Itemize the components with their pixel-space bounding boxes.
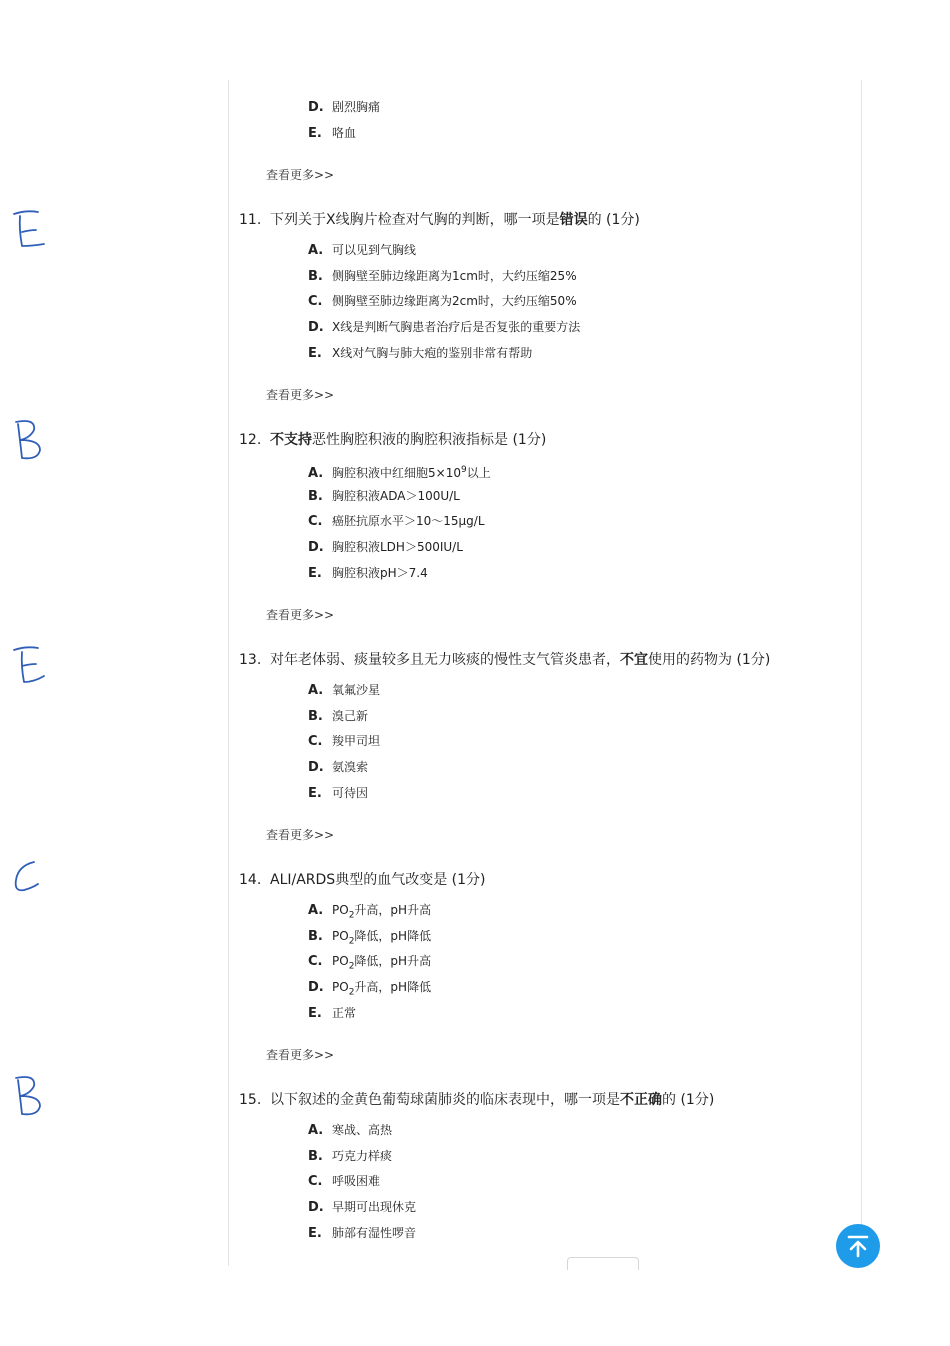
- option-q10-e[interactable]: E. 咯血: [308, 126, 357, 141]
- option-q11-e[interactable]: E. X线对气胸与肺大疱的鉴别非常有帮助: [308, 346, 533, 361]
- handwritten-answer-e: [10, 644, 46, 688]
- handwritten-answer-e: [10, 208, 46, 252]
- option-q12-e[interactable]: E. 胸腔积液pH＞7.4: [308, 566, 428, 581]
- option-q12-b[interactable]: B. 胸腔积液ADA＞100U/L: [308, 489, 460, 504]
- view-more-link-q10[interactable]: 查看更多>>: [266, 168, 335, 182]
- option-q12-d[interactable]: D. 胸腔积液LDH＞500IU/L: [308, 540, 463, 555]
- option-q15-e[interactable]: E. 肺部有湿性啰音: [308, 1226, 417, 1241]
- question-15-title: 15. 以下叙述的金黄色葡萄球菌肺炎的临床表现中，哪一项是不正确的 (1分): [239, 1092, 715, 1108]
- option-q11-a[interactable]: A. 可以见到气胸线: [308, 243, 417, 258]
- back-to-top-button[interactable]: [836, 1224, 880, 1268]
- option-q13-a[interactable]: A. 氧氟沙星: [308, 683, 381, 698]
- option-q14-a[interactable]: A. $PO_2$升高，pH升高: [308, 903, 432, 921]
- question-14-title: 14. ALI/ARDS典型的血气改变是 (1分): [239, 872, 486, 888]
- option-q13-b[interactable]: B. 溴己新: [308, 709, 369, 724]
- option-q11-c[interactable]: C. 侧胸壁至肺边缘距离为2cm时，大约压缩50%: [308, 294, 577, 309]
- option-q14-e[interactable]: E. 正常: [308, 1006, 357, 1021]
- pagination-tab[interactable]: [567, 1257, 639, 1270]
- option-q13-c[interactable]: C. 羧甲司坦: [308, 734, 381, 749]
- option-q15-c[interactable]: C. 呼吸困难: [308, 1174, 381, 1189]
- question-12-title: 12. 不支持恶性胸腔积液的胸腔积液指标是 (1分): [239, 432, 547, 448]
- question-13-title: 13. 对年老体弱、痰量较多且无力咳痰的慢性支气管炎患者，不宜使用的药物为 (1分): [239, 652, 771, 668]
- option-q15-d[interactable]: D. 早期可出现休克: [308, 1200, 417, 1215]
- option-q11-b[interactable]: B. 侧胸壁至肺边缘距离为1cm时，大约压缩25%: [308, 269, 577, 284]
- option-q15-b[interactable]: B. 巧克力样痰: [308, 1149, 393, 1164]
- option-q12-a[interactable]: A. 胸腔积液中红细胞$5\times 10^9$以上: [308, 465, 491, 481]
- view-more-link-q11[interactable]: 查看更多>>: [266, 388, 335, 402]
- option-q14-d[interactable]: D. $PO_2$升高，pH降低: [308, 980, 432, 998]
- option-q12-c[interactable]: C. 癌胚抗原水平＞10～15μg/L: [308, 514, 485, 529]
- arrow-up-icon: [844, 1232, 872, 1260]
- question-11-title: 11. 下列关于X线胸片检查对气胸的判断，哪一项是错误的 (1分): [239, 212, 640, 228]
- option-q10-d[interactable]: D. 剧烈胸痛: [308, 100, 381, 115]
- option-q14-c[interactable]: C. $PO_2$降低，pH升高: [308, 954, 432, 972]
- option-q14-b[interactable]: B. $PO_2$降低，pH降低: [308, 929, 432, 947]
- handwritten-answer-c: [10, 856, 46, 900]
- view-more-link-q12[interactable]: 查看更多>>: [266, 608, 335, 622]
- option-q15-a[interactable]: A. 寒战、高热: [308, 1123, 393, 1138]
- option-q11-d[interactable]: D. X线是判断气胸患者治疗后是否复张的重要方法: [308, 320, 581, 335]
- option-q13-d[interactable]: D. 氨溴索: [308, 760, 369, 775]
- handwritten-answer-b: [10, 416, 46, 460]
- view-more-link-q13[interactable]: 查看更多>>: [266, 828, 335, 842]
- view-more-link-q14[interactable]: 查看更多>>: [266, 1048, 335, 1062]
- handwritten-answer-b: [10, 1072, 46, 1116]
- option-q13-e[interactable]: E. 可待因: [308, 786, 369, 801]
